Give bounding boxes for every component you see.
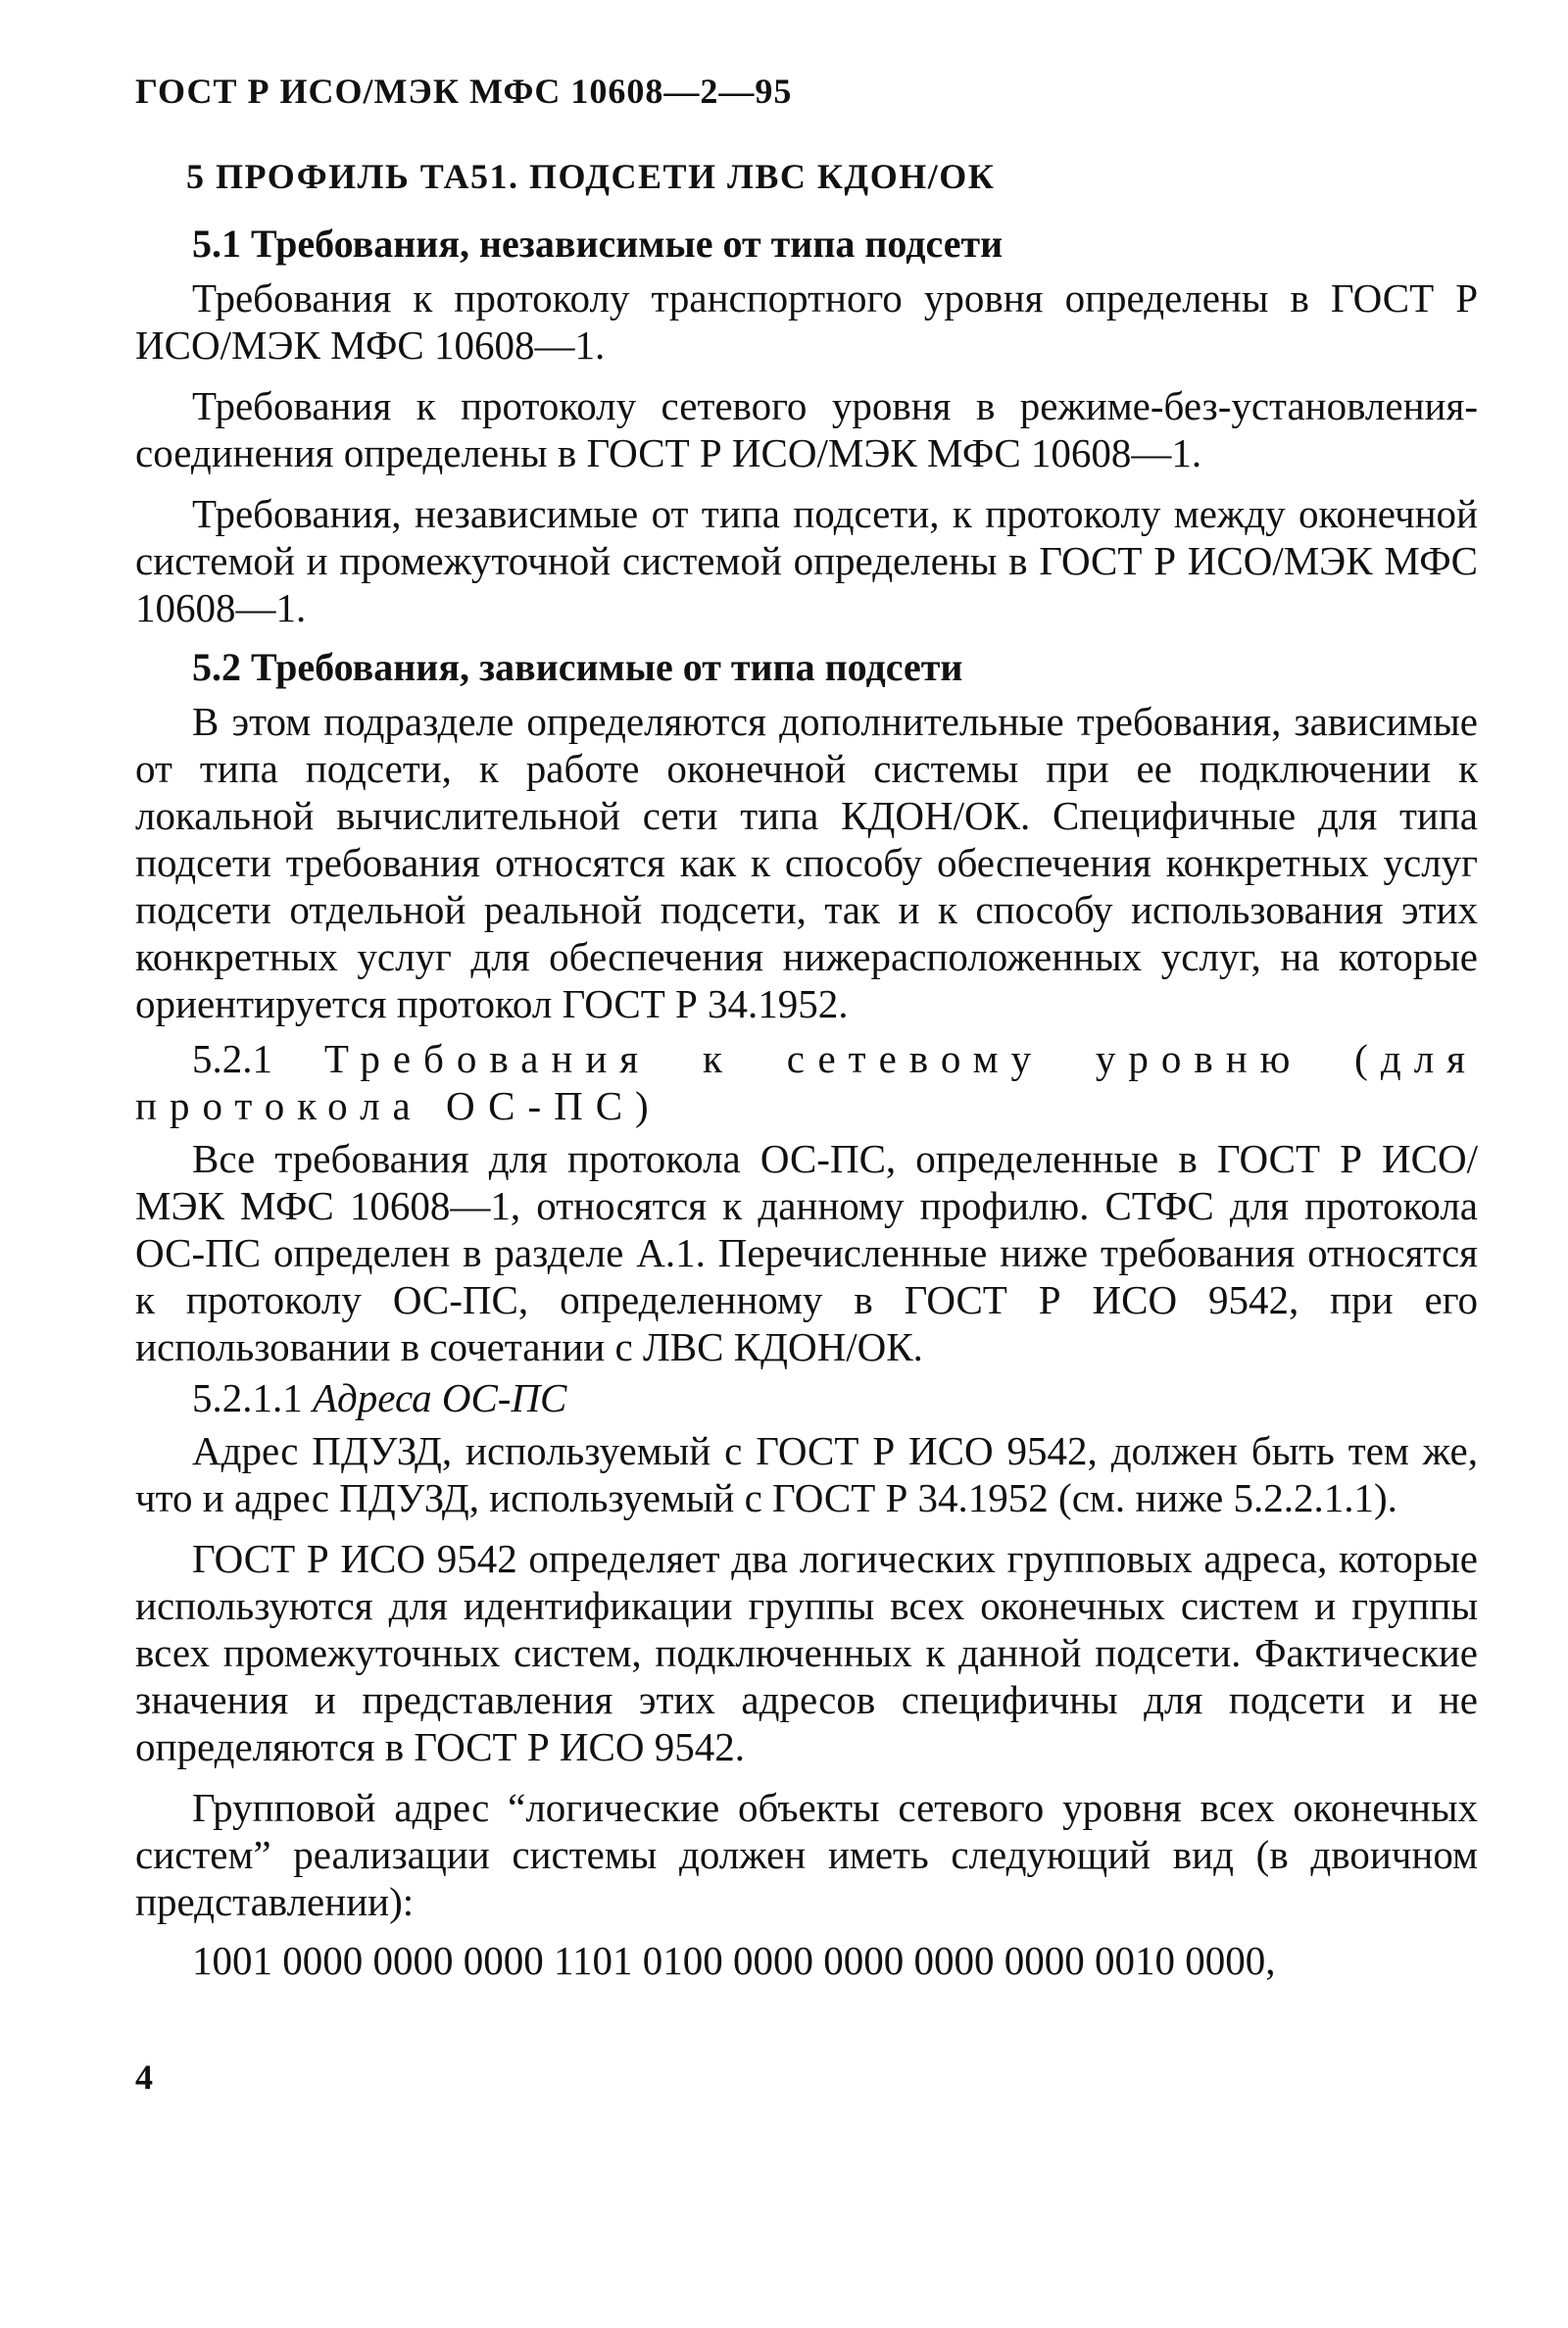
- paragraph: Требования к протоколу транспортного уровня определены в ГОСТ Р ИСО/МЭК МФС 10608—1.: [135, 275, 1478, 368]
- paragraph: Адрес ПДУЗД, используемый с ГОСТ Р ИСО 9542, должен быть тем же, что и адрес ПДУЗД, используемый с ГОСТ Р 34.1952 (см. ниже 5.2.2.1.1).: [135, 1428, 1478, 1520]
- clause-number: 5.2.1.1: [192, 1375, 303, 1420]
- paragraph: Групповой адрес “логические объекты сетевого уровня всех оконечных систем” реализации системы должен иметь следующий вид (в двоичном представлении):: [135, 1785, 1478, 1924]
- subsection-5-2-title: 5.2 Требования, зависимые от типа подсети: [192, 645, 963, 689]
- paragraph: Требования к протоколу сетевого уровня в режиме-без-установления-соединения определены в ГОСТ Р ИСО/МЭК МФС 10608—1.: [135, 383, 1478, 475]
- paragraph: ГОСТ Р ИСО 9542 определяет два логических групповых адреса, которые используются для идентификации группы всех оконечных систем и группы всех промежуточных систем, подключенных к данной подсети. Фактические значения и представления этих адресов специфичны для подсети и не определяются в ГОСТ Р ИСО 9542.: [135, 1536, 1478, 1769]
- clause-5-2-1-1-heading: [192, 1374, 1478, 1421]
- paragraph: Требования, независимые от типа подсети, к протоколу между оконечной системой и промежуточной системой определены в ГОСТ Р ИСО/МЭК МФС 10608—1.: [135, 491, 1478, 630]
- paragraph: Все требования для протокола ОС-ПС, определенные в ГОСТ Р ИСО/МЭК МФС 10608—1, относятся к данному профилю. СТФС для протокола ОС-ПС определен в разделе А.1. Перечисленные ниже требования относятся к протоколу ОС-ПС, определенному в ГОСТ Р ИСО 9542, при его использовании в сочетании с ЛВС КДОН/ОК.: [135, 1136, 1478, 1369]
- running-header: ГОСТ Р ИСО/МЭК МФС 10608—2—95: [135, 72, 793, 111]
- subsection-5-2-1-heading: [135, 1035, 1478, 1129]
- subsection-5-1-title: 5.1 Требования, независимые от типа подсети: [192, 222, 1004, 266]
- paragraph: В этом подразделе определяются дополнительные требования, зависимые от типа подсети, к работе оконечной системы при ее подключении к локальной вычислительной сети типа КДОН/ОК. Специфичные для типа подсети требования относятся как к способу обеспечения конкретных услуг подсети отдельной реальной подсети, так и к способу использования этих конкретных услуг для обеспечения нижерасположенных услуг, на которые ориентируется протокол ГОСТ Р 34.1952.: [135, 699, 1478, 1026]
- subsection-5-2-1-title: Требования к сетевому уровню (для протокола ОС-ПС): [135, 1036, 1479, 1128]
- page-number: 4: [135, 2057, 153, 2097]
- binary-address: 1001 0000 0000 0000 1101 0100 0000 0000 0000 0000 0010 0000,: [192, 1938, 1276, 1983]
- subsection-number: 5.2.1: [192, 1036, 272, 1081]
- clause-title: Адреса ОС-ПС: [313, 1375, 567, 1420]
- section-title: 5 ПРОФИЛЬ ТА51. ПОДСЕТИ ЛВС КДОН/ОК: [186, 157, 996, 196]
- page-content: [135, 147, 1478, 1984]
